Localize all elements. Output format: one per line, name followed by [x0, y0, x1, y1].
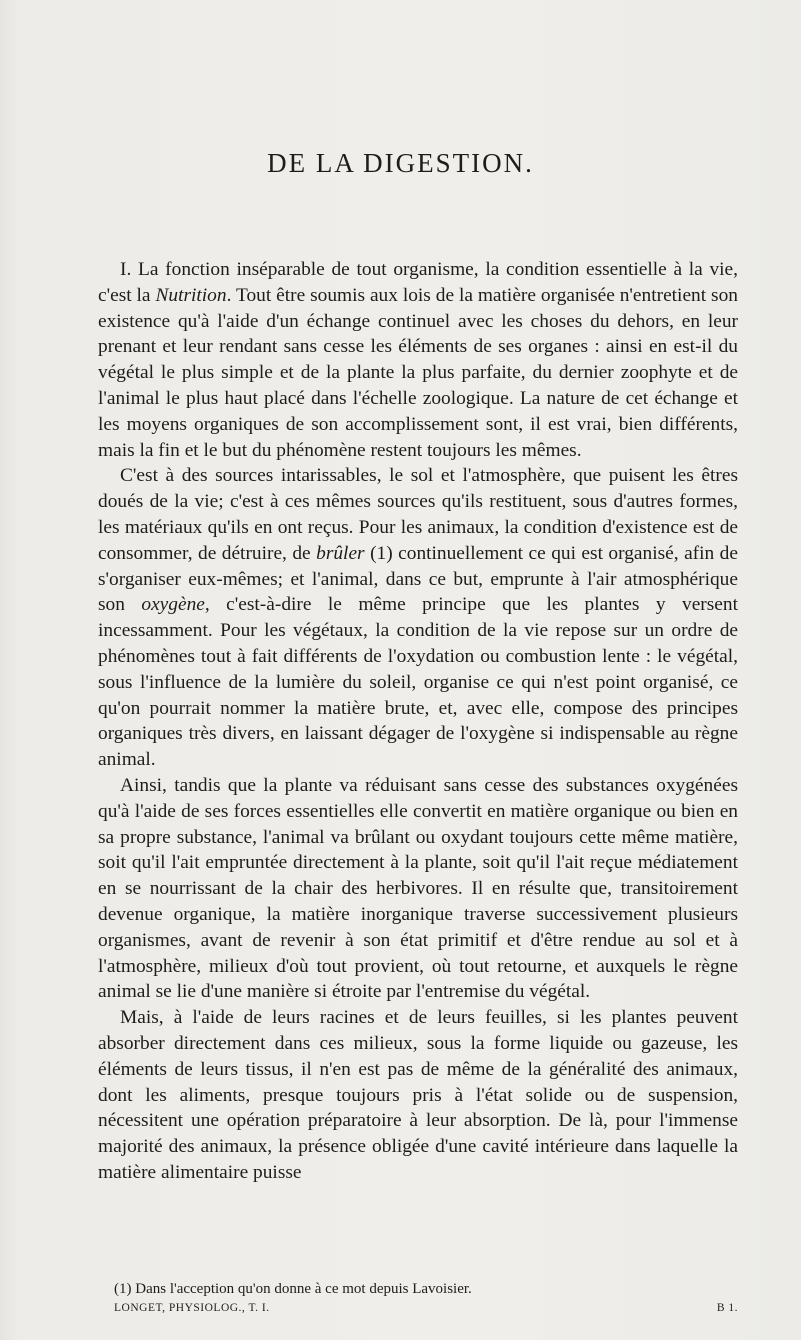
paragraph-3: Ainsi, tandis que la plante va réduisant sans cesse des substances oxygénées qu'à l'aide de ses forces essentielles elle convertit en matière organique ou bien en sa propre substance, l'animal va brûlant ou oxydant toujours cette même matière, soit qu'il l'ait empruntée directement à la plante, soit qu'il l'ait reçue médiatement en se nourrissant de la chair des herbivores. Il en résulte que, transitoirement devenue organique, la matière inorganique traverse successivement plusieurs organismes, avant de revenir à son état primitif et d'être rendue au sol et à l'atmosphère, milieux d'où tout provient, où tout retourne, et auxquels le règne animal se lie d'une manière si étroite par l'entremise du végétal.	[98, 774, 738, 1003]
emphasis-oxygene: oxygène	[141, 594, 205, 616]
footnote: (1) Dans l'acception qu'on donne à ce mot depuis Lavoisier.	[114, 1281, 472, 1297]
paragraph-1: I. La fonction inséparable de tout organisme, la condition essentielle à la vie, c'est la Nutrition. Tout être soumis aux lois de la matière organisée n'entretient son existence qu'à l'aide d'un échange continuel avec les choses du dehors, en leur prenant et leur rendant sans cesse les éléments de ses organes : ainsi en est-il du végétal le plus simple et de la plante la plus parfaite, du dernier zoophyte et de l'animal le plus haut placé dans l'échelle zoologique. La nature de cet échange et les moyens organiques de son accomplissement sont, il est vrai, bien différents, mais la fin et le but du phénomène restent toujours les mêmes.	[98, 259, 738, 461]
footer-signature-right: B 1.	[716, 1302, 738, 1314]
emphasis-nutrition: Nutrition	[155, 284, 227, 306]
section-number: I.	[120, 259, 132, 280]
footer-signature-left: LONGET, PHYSIOLOG., T. I.	[114, 1302, 270, 1314]
emphasis-bruler: brûler	[316, 542, 365, 564]
chapter-title: DE LA DIGESTION.	[267, 148, 534, 178]
running-footer	[114, 1302, 738, 1314]
body-text	[98, 257, 738, 1186]
paragraph-2: C'est à des sources intarissables, le sol et l'atmosphère, que puisent les êtres doués de la vie; c'est à ces mêmes sources qu'ils restituent, sous d'autres formes, les matériaux qu'ils en ont reçus. Pour les animaux, la condition d'existence est de consommer, de détruire, de brûler (1) continuellement ce qui est organisé, afin de s'organiser eux-mêmes; et l'animal, dans ce but, emprunte à l'air atmosphérique son oxygène, c'est-à-dire le même principe que les plantes y versent incessamment. Pour les végétaux, la condition de la vie repose sur un ordre de phénomènes tout à fait différents de l'oxydation ou combustion lente : le végétal, sous l'influence de la lumière du soleil, organise ce qui n'est point organisé, ce qu'on pourrait nommer la matière brute, et, avec elle, compose des principes organiques très divers, en laissant dégager de l'oxygène si indispensable au règne animal.	[98, 465, 738, 771]
paragraph-4: Mais, à l'aide de leurs racines et de leurs feuilles, si les plantes peuvent absorber directement dans ces milieux, sous la forme liquide ou gazeuse, les éléments de leurs tissus, il n'en est pas de même de la généralité des animaux, dont les aliments, presque toujours pris à l'état solide ou de suspension, nécessitent une opération préparatoire à leur absorption. De là, pour l'immense majorité des animaux, la présence obligée d'une cavité intérieure dans laquelle la matière alimentaire puisse	[98, 1007, 738, 1183]
